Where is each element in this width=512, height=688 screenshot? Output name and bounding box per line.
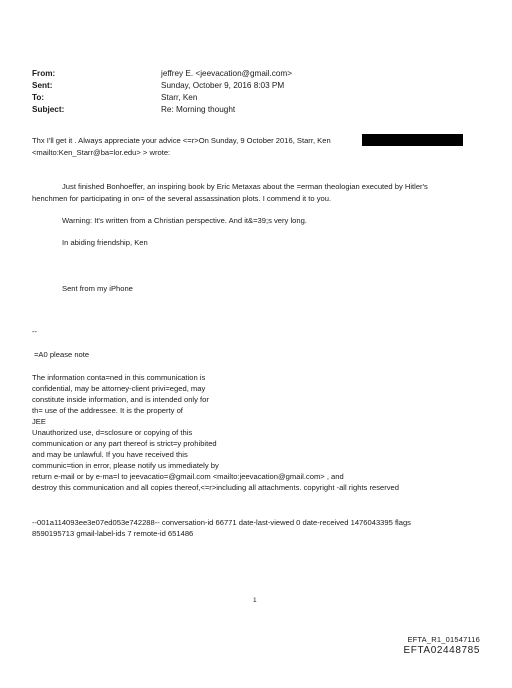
bates-number-primary: EFTA_R1_01547116 — [407, 635, 480, 644]
quote-line: henchmen for participating in on= of the several assassination plots. I commend it to you. — [32, 194, 332, 203]
bates-number-secondary: EFTA02448785 — [403, 645, 480, 656]
sent-from-line: Sent from my iPhone — [62, 284, 133, 293]
header-subject — [32, 104, 472, 115]
header-value: jeffrey E. <jeevacation@gmail.com> — [161, 69, 293, 78]
disclaimer-line: confidential, may be attorney-client privi=eged, may — [32, 384, 206, 393]
quote-line: Just finished Bonhoeffer, an inspiring book by Eric Metaxas about the =erman theologian executed by Hitler's — [62, 182, 428, 191]
disclaimer-line: destroy this communication and all copies thereof,<=r>including all attachments. copyright -all rights reserved — [32, 483, 400, 492]
disclaimer-line: th= use of the addressee. It is the property of — [32, 406, 183, 415]
reply-line: <mailto:Ken_Starr@ba=lor.edu> > wrote: — [32, 148, 171, 157]
header-value: Re: Morning thought — [161, 105, 236, 114]
disclaimer-line: JEE — [32, 417, 46, 426]
header-label: From: — [32, 69, 56, 78]
header-value: Starr, Ken — [161, 93, 198, 102]
header-label: Sent: — [32, 81, 53, 90]
warning-line: Warning: It's written from a Christian perspective. And it&=39;s very long. — [62, 216, 307, 225]
header-label: To: — [32, 93, 45, 102]
header-sent — [32, 80, 472, 91]
separator-dashes: -- — [32, 327, 38, 336]
header-to — [32, 92, 472, 103]
please-note-line: =A0 please note — [34, 350, 90, 359]
disclaimer-line: constitute inside information, and is intended only for — [32, 395, 209, 404]
disclaimer-line: The information conta=ned in this communication is — [32, 373, 206, 382]
disclaimer-line: communication or any part thereof is strict=y prohibited — [32, 439, 217, 448]
header-value: Sunday, October 9, 2016 8:03 PM — [161, 81, 285, 90]
header-from — [32, 68, 472, 79]
page-number: 1 — [253, 597, 257, 604]
disclaimer-line: and may be unlawful. If you have received this — [32, 450, 188, 459]
reply-line: Thx I'll get it . Always appreciate your advice <=r>On Sunday, 9 October 2016, Starr, Ken — [32, 136, 331, 145]
redaction-box — [362, 134, 463, 146]
metadata-line: --001a114093ee3e07ed053e742288-- conversation-id 66771 date-last-viewed 0 date-received 1476043395 flags — [32, 518, 411, 527]
metadata-line: 8590195713 gmail-label-ids 7 remote-id 651486 — [32, 529, 194, 538]
disclaimer-line: Unauthorized use, d=sclosure or copying of this — [32, 428, 193, 437]
disclaimer-line: communic=tion in error, please notify us immediately by — [32, 461, 219, 470]
header-label: Subject: — [32, 105, 65, 114]
disclaimer-line: return e-mail or by e-ma=l to jeevacatio=@gmail.com <mailto:jeevacation@gmail.com> , and — [32, 472, 344, 481]
signoff-line: In abiding friendship, Ken — [62, 238, 148, 247]
